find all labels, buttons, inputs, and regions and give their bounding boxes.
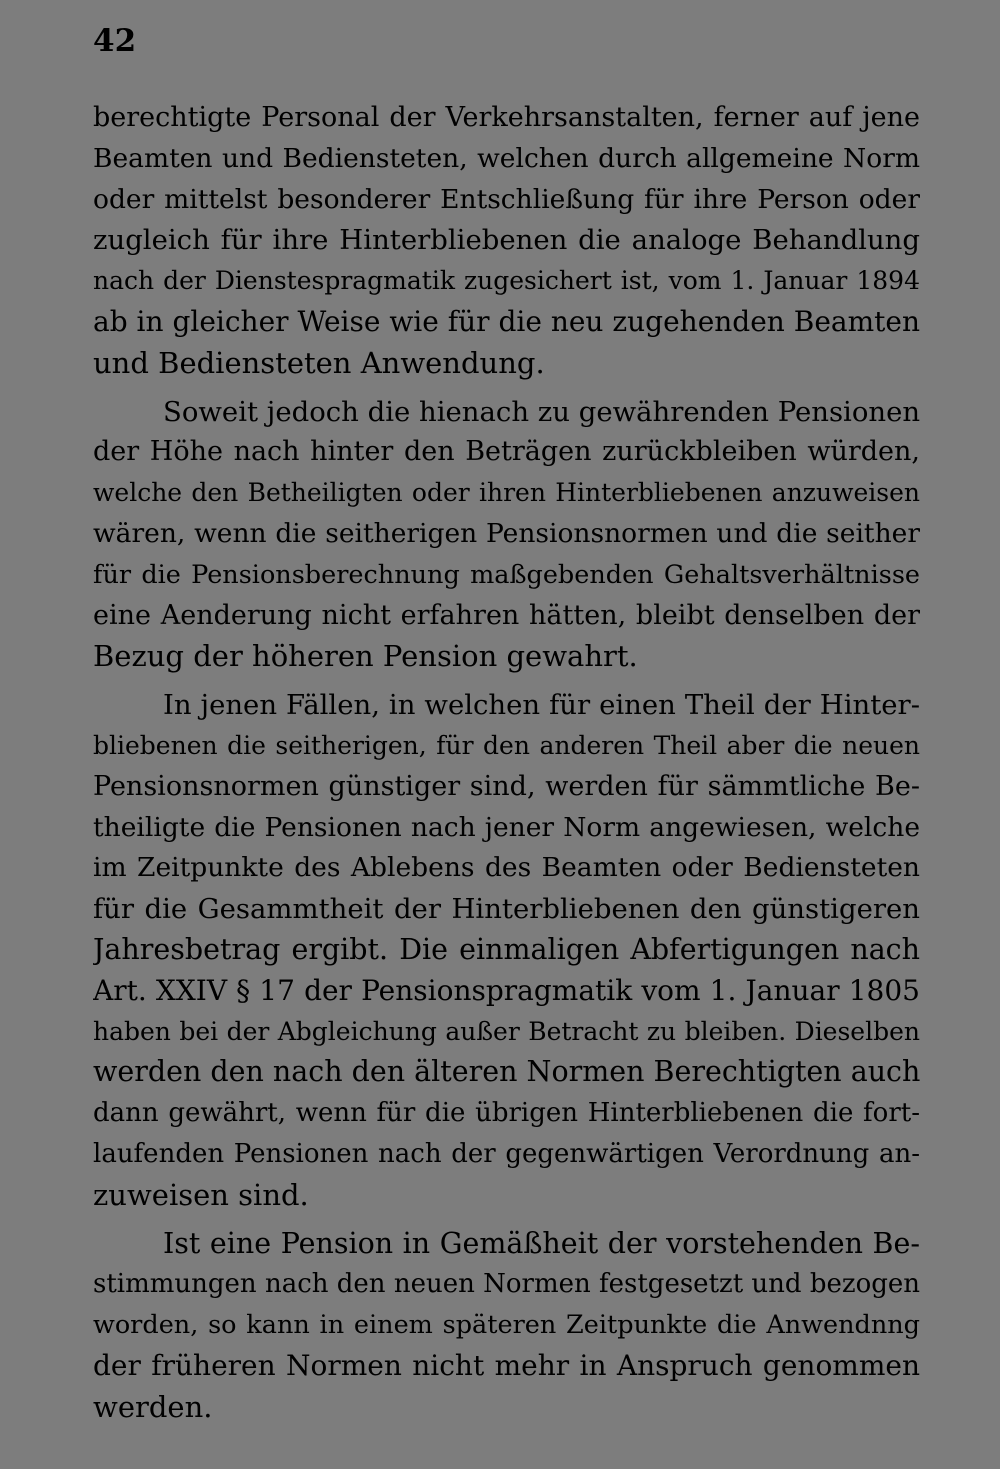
text-line: eine Aenderung nicht erfahren hätten, bleibt denselben der xyxy=(93,599,920,631)
text-line: werden den nach den älteren Normen Berechtigten auch xyxy=(93,1055,920,1089)
text-line: wären, wenn die seitherigen Pensionsnormen und die seither xyxy=(93,517,920,549)
text-line: zuweisen sind. xyxy=(93,1177,309,1212)
text-line: zugleich für ihre Hinterbliebenen die analoge Behandlung xyxy=(93,224,920,257)
text-line: im Zeitpunkte des Ablebens des Beamten oder Bediensteten xyxy=(93,852,920,884)
text-line: Jahresbetrag ergibt. Die einmaligen Abfertigungen nach xyxy=(93,932,920,966)
text-line: laufenden Pensionen nach der gegenwärtigen Verordnung an- xyxy=(93,1138,920,1169)
paragraph-gap xyxy=(93,677,920,685)
text-line: welche den Betheiligten oder ihren Hinterbliebenen anzuweisen xyxy=(93,478,920,508)
text-line: für die Pensionsberechnung maßgebenden Gehaltsverhältnisse xyxy=(93,559,920,590)
text-line: der früheren Normen nicht mehr in Anspruch genommen xyxy=(93,1348,920,1382)
text-line: berechtigte Personal der Verkehrsanstalten, ferner auf jene xyxy=(93,102,920,133)
page-number: 42 xyxy=(93,23,137,59)
paragraph-3 xyxy=(93,685,920,1215)
text-line: der Höhe nach hinter den Beträgen zurückbleiben würden, xyxy=(93,436,920,468)
text-line: bliebenen die seitherigen, für den anderen Theil aber die neuen xyxy=(93,730,920,760)
text-line: worden, so kann in einem späteren Zeitpunkte die Anwendnng xyxy=(93,1310,920,1341)
text-line: ab in gleicher Weise wie für die neu zugehenden Beamten xyxy=(93,304,920,338)
text-line: theiligte die Pensionen nach jener Norm angewiesen, welche xyxy=(93,811,920,843)
text-line: Ist eine Pension in Gemäßheit der vorstehenden Be- xyxy=(163,1226,920,1260)
text-line: für die Gesammtheit der Hinterbliebenen den günstigeren xyxy=(93,893,920,926)
paragraph-gap xyxy=(93,384,920,392)
paragraph-2 xyxy=(93,392,920,678)
body-text xyxy=(93,98,920,1428)
text-line: Beamten und Bediensteten, welchen durch allgemeine Norm xyxy=(93,142,920,174)
text-line: In jenen Fällen, in welchen für einen Theil der Hinter- xyxy=(163,689,920,722)
text-line: Pensionsnormen günstiger sind, werden für sämmtliche Be- xyxy=(93,770,920,802)
paragraph-1 xyxy=(93,98,920,384)
text-line: werden. xyxy=(93,1389,213,1424)
text-line: Bezug der höheren Pension gewahrt. xyxy=(93,639,638,674)
text-line: und Bediensteten Anwendung. xyxy=(93,345,545,380)
text-line: dann gewährt, wenn für die übrigen Hinterbliebenen die fort- xyxy=(93,1098,920,1129)
text-line: nach der Dienstespragmatik zugesichert ist, vom 1. Januar 1894 xyxy=(93,266,920,296)
text-line: Soweit jedoch die hienach zu gewährenden Pensionen xyxy=(163,395,920,428)
text-line: oder mittelst besonderer Entschließung für ihre Person oder xyxy=(93,183,920,215)
text-line: Art. XXIV § 17 der Pensionspragmatik vom 1. Januar 1805 xyxy=(93,973,920,1007)
text-line: stimmungen nach den neuen Normen festgesetzt und bezogen xyxy=(93,1269,920,1300)
paragraph-gap xyxy=(93,1216,920,1224)
paragraph-4 xyxy=(93,1224,920,1428)
text-line: haben bei der Abgleichung außer Betracht zu bleiben. Dieselben xyxy=(93,1016,920,1046)
